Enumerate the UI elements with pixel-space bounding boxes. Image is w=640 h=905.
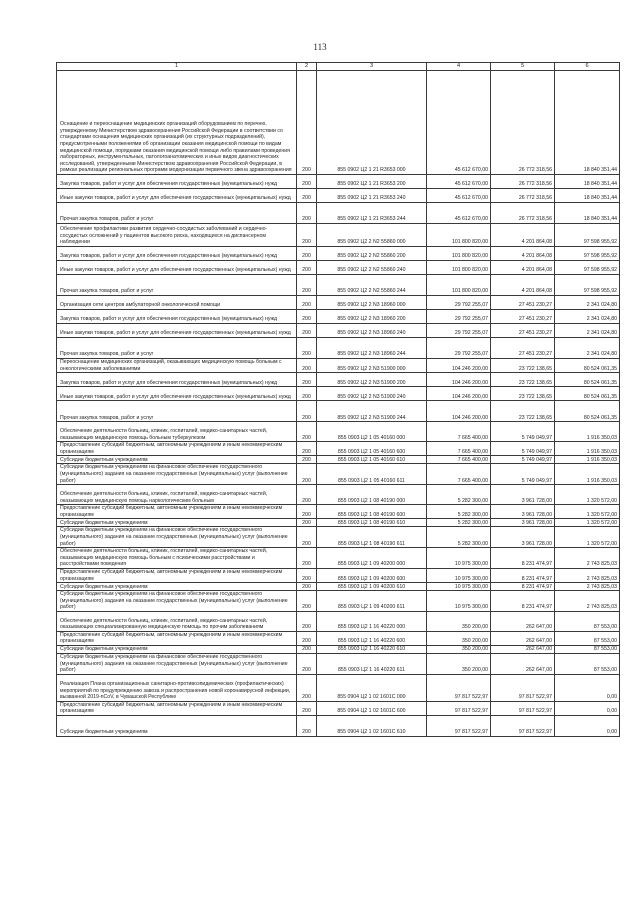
row-executed-cell: 5 749 049,97 xyxy=(491,422,555,442)
row-remaining-cell: 2 743 825,03 xyxy=(555,568,620,582)
row-code-200-cell: 200 xyxy=(297,631,317,645)
page-number: 113 xyxy=(313,42,327,52)
table-row xyxy=(57,261,620,275)
row-name-cell: Оснащение и переоснащение медицинских организаций оборудованием по перечню, утвержденному Министерством здравоохранения Российской Федерации в соответствии со стандартами оснащения медицинских организаций (их структурных подразделений), предусмотренными положениями об организации оказания медицинской помощи по видам медицинской помощи, порядками оказания медицинской помощи либо правилами проведения лабораторных, инструментальных, патологоанатомических и иных видов диагностических исследований, утвержденными Министерством здравоохранения Российской Федерации, в рамках реализации региональных программ модернизации первичного звена здравоохранения xyxy=(57,71,297,175)
row-remaining-cell: 1 320 572,00 xyxy=(555,485,620,505)
row-approved-cell: 10 975 300,00 xyxy=(427,568,491,582)
row-budget-code-cell: 855 0902 Ц2 2 N2 55860 244 xyxy=(317,275,427,296)
row-executed-cell: 23 722 138,65 xyxy=(491,401,555,422)
budget-table-body xyxy=(57,63,620,737)
row-executed-cell: 97 817 522,97 xyxy=(491,674,555,701)
row-name-cell: Предоставление субсидий бюджетным, автономным учреждениям и иным некоммерческим организациям xyxy=(57,442,297,456)
row-approved-cell: 7 665 400,00 xyxy=(427,442,491,456)
table-row xyxy=(57,359,620,373)
row-executed-cell: 262 647,00 xyxy=(491,654,555,675)
row-remaining-cell: 80 524 061,35 xyxy=(555,373,620,387)
row-remaining-cell: 18 840 351,44 xyxy=(555,71,620,175)
table-row xyxy=(57,189,620,203)
table-row xyxy=(57,548,620,569)
row-code-200-cell: 200 xyxy=(297,519,317,527)
row-remaining-cell: 0,00 xyxy=(555,716,620,737)
row-budget-code-cell: 855 0902 Ц2 1 21 R3653 000 xyxy=(317,71,427,175)
row-approved-cell: 29 792 255,07 xyxy=(427,338,491,359)
row-remaining-cell: 87 553,00 xyxy=(555,611,620,631)
row-approved-cell: 7 665 400,00 xyxy=(427,456,491,464)
row-remaining-cell: 2 341 024,80 xyxy=(555,338,620,359)
row-executed-cell: 3 961 728,00 xyxy=(491,505,555,519)
table-row xyxy=(57,631,620,645)
row-name-cell: Прочая закупка товаров, работ и услуг xyxy=(57,338,297,359)
row-approved-cell: 5 282 300,00 xyxy=(427,527,491,548)
row-code-200-cell: 200 xyxy=(297,611,317,631)
row-approved-cell: 101 800 820,00 xyxy=(427,247,491,261)
row-budget-code-cell: 855 0903 Ц2 1 05 40160 610 xyxy=(317,456,427,464)
row-approved-cell: 350 200,00 xyxy=(427,631,491,645)
row-name-cell: Субсидии бюджетным учреждениям xyxy=(57,456,297,464)
table-row xyxy=(57,203,620,224)
row-budget-code-cell: 855 0903 Ц2 1 08 40190 600 xyxy=(317,505,427,519)
row-budget-code-cell: 855 0903 Ц2 1 05 40160 611 xyxy=(317,464,427,485)
row-code-200-cell: 200 xyxy=(297,422,317,442)
row-budget-code-cell: 855 0903 Ц2 1 16 40220 000 xyxy=(317,611,427,631)
row-approved-cell: 29 792 255,07 xyxy=(427,310,491,324)
row-name-cell: Обеспечение деятельности больниц, клиник, госпиталей, медико-санитарных частей, оказывающих медицинскую помощь больным с психическими расстройствами и расстройствами поведения xyxy=(57,548,297,569)
row-executed-cell: 5 749 049,97 xyxy=(491,456,555,464)
row-remaining-cell: 97 598 955,92 xyxy=(555,261,620,275)
row-code-200-cell: 200 xyxy=(297,456,317,464)
row-budget-code-cell: 855 0902 Ц2 2 N3 51900 200 xyxy=(317,373,427,387)
row-approved-cell: 10 975 300,00 xyxy=(427,548,491,569)
row-budget-code-cell: 855 0903 Ц2 1 08 40190 610 xyxy=(317,519,427,527)
row-approved-cell: 5 282 300,00 xyxy=(427,519,491,527)
table-row xyxy=(57,401,620,422)
row-name-cell: Реализация Плана организационных санитарно-противоэпидемических (профилактических) мероприятий по предупреждению завоза и распространения новой коронавирусной инфекции, вызванной 2019-nCoV, в Чувашской Республике xyxy=(57,674,297,701)
row-budget-code-cell: 855 0902 Ц2 2 N3 51900 244 xyxy=(317,401,427,422)
row-remaining-cell: 1 916 350,03 xyxy=(555,456,620,464)
row-name-cell: Субсидии бюджетным учреждениям на финансовое обеспечение государственного (муниципального) задания на оказание государственных (муниципальных) услуг (выполнение работ) xyxy=(57,591,297,612)
row-name-cell: Закупка товаров, работ и услуг для обеспечения государственных (муниципальных) нужд xyxy=(57,175,297,189)
row-approved-cell: 101 800 820,00 xyxy=(427,224,491,247)
row-budget-code-cell: 855 0903 Ц2 1 09 40200 000 xyxy=(317,548,427,569)
row-remaining-cell: 2 341 024,80 xyxy=(555,324,620,338)
row-executed-cell: 5 749 049,97 xyxy=(491,442,555,456)
row-name-cell: Иные закупки товаров, работ и услуг для обеспечения государственных (муниципальных) нужд xyxy=(57,324,297,338)
row-budget-code-cell: 855 0902 Ц2 2 N3 51900 240 xyxy=(317,387,427,401)
row-approved-cell: 45 612 670,00 xyxy=(427,71,491,175)
row-code-200-cell: 200 xyxy=(297,261,317,275)
row-executed-cell: 97 817 522,97 xyxy=(491,716,555,737)
row-approved-cell: 97 817 522,97 xyxy=(427,716,491,737)
row-code-200-cell: 200 xyxy=(297,583,317,591)
table-row xyxy=(57,387,620,401)
row-approved-cell: 104 246 200,00 xyxy=(427,401,491,422)
row-code-200-cell: 200 xyxy=(297,548,317,569)
row-budget-code-cell: 855 0904 Ц2 1 02 1601С 610 xyxy=(317,716,427,737)
row-budget-code-cell: 855 0904 Ц2 1 02 1601С 000 xyxy=(317,674,427,701)
row-budget-code-cell: 855 0902 Ц2 2 N3 18960 200 xyxy=(317,310,427,324)
row-approved-cell: 104 246 200,00 xyxy=(427,373,491,387)
row-remaining-cell: 80 524 061,35 xyxy=(555,401,620,422)
row-name-cell: Закупка товаров, работ и услуг для обеспечения государственных (муниципальных) нужд xyxy=(57,373,297,387)
row-name-cell: Субсидии бюджетным учреждениям xyxy=(57,583,297,591)
row-code-200-cell: 200 xyxy=(297,175,317,189)
row-code-200-cell: 200 xyxy=(297,203,317,224)
row-approved-cell: 29 792 255,07 xyxy=(427,324,491,338)
row-approved-cell: 5 282 300,00 xyxy=(427,505,491,519)
row-executed-cell: 262 647,00 xyxy=(491,611,555,631)
row-approved-cell: 45 612 670,00 xyxy=(427,175,491,189)
row-code-200-cell: 200 xyxy=(297,373,317,387)
row-name-cell: Предоставление субсидий бюджетным, автономным учреждениям и иным некоммерческим организациям xyxy=(57,701,297,715)
row-remaining-cell: 80 524 061,35 xyxy=(555,387,620,401)
row-name-cell: Прочая закупка товаров, работ и услуг xyxy=(57,203,297,224)
row-name-cell: Субсидии бюджетным учреждениям xyxy=(57,519,297,527)
row-approved-cell: 350 200,00 xyxy=(427,646,491,654)
column-number-row xyxy=(57,63,620,71)
row-budget-code-cell: 855 0903 Ц2 1 08 40190 000 xyxy=(317,485,427,505)
table-row xyxy=(57,324,620,338)
row-code-200-cell: 200 xyxy=(297,591,317,612)
row-code-200-cell: 200 xyxy=(297,71,317,175)
row-budget-code-cell: 855 0903 Ц2 1 16 40220 610 xyxy=(317,646,427,654)
row-name-cell: Обеспечение профилактики развития сердечно-сосудистых заболеваний и сердечно-сосудистых осложнений у пациентов высокого риска, находящихся на диспансерном наблюдении xyxy=(57,224,297,247)
row-remaining-cell: 1 916 350,03 xyxy=(555,464,620,485)
row-name-cell: Иные закупки товаров, работ и услуг для обеспечения государственных (муниципальных) нужд xyxy=(57,189,297,203)
table-row xyxy=(57,485,620,505)
row-executed-cell: 23 722 138,65 xyxy=(491,359,555,373)
row-executed-cell: 8 231 474,97 xyxy=(491,548,555,569)
row-remaining-cell: 97 598 955,92 xyxy=(555,275,620,296)
row-executed-cell: 8 231 474,97 xyxy=(491,583,555,591)
row-approved-cell: 45 612 670,00 xyxy=(427,189,491,203)
row-remaining-cell: 97 598 955,92 xyxy=(555,224,620,247)
row-executed-cell: 4 201 864,08 xyxy=(491,261,555,275)
row-budget-code-cell: 855 0903 Ц2 1 05 40160 600 xyxy=(317,442,427,456)
row-name-cell: Прочая закупка товаров, работ и услуг xyxy=(57,401,297,422)
row-remaining-cell: 2 341 024,80 xyxy=(555,296,620,310)
row-name-cell: Иные закупки товаров, работ и услуг для обеспечения государственных (муниципальных) нужд xyxy=(57,261,297,275)
row-approved-cell: 350 200,00 xyxy=(427,611,491,631)
table-row xyxy=(57,611,620,631)
table-row xyxy=(57,505,620,519)
table-row xyxy=(57,591,620,612)
table-row xyxy=(57,583,620,591)
column-header-5: 5 xyxy=(491,63,555,71)
row-executed-cell: 23 722 138,65 xyxy=(491,387,555,401)
row-code-200-cell: 200 xyxy=(297,654,317,675)
row-remaining-cell: 2 743 825,03 xyxy=(555,548,620,569)
row-name-cell: Закупка товаров, работ и услуг для обеспечения государственных (муниципальных) нужд xyxy=(57,310,297,324)
row-approved-cell: 97 817 522,97 xyxy=(427,701,491,715)
column-header-1: 1 xyxy=(57,63,297,71)
row-approved-cell: 7 665 400,00 xyxy=(427,422,491,442)
row-budget-code-cell: 855 0902 Ц2 2 N3 18960 244 xyxy=(317,338,427,359)
table-row xyxy=(57,224,620,247)
row-remaining-cell: 18 840 351,44 xyxy=(555,189,620,203)
row-remaining-cell: 80 524 061,35 xyxy=(555,359,620,373)
table-row xyxy=(57,175,620,189)
row-code-200-cell: 200 xyxy=(297,442,317,456)
row-code-200-cell: 200 xyxy=(297,310,317,324)
table-row xyxy=(57,519,620,527)
table-row xyxy=(57,71,620,175)
row-name-cell: Субсидии бюджетным учреждениям xyxy=(57,646,297,654)
column-header-3: 3 xyxy=(317,63,427,71)
row-code-200-cell: 200 xyxy=(297,338,317,359)
row-approved-cell: 104 246 200,00 xyxy=(427,387,491,401)
table-row xyxy=(57,456,620,464)
row-executed-cell: 3 961 728,00 xyxy=(491,519,555,527)
row-code-200-cell: 200 xyxy=(297,275,317,296)
table-row xyxy=(57,464,620,485)
row-name-cell: Прочая закупка товаров, работ и услуг xyxy=(57,275,297,296)
row-executed-cell: 26 772 318,56 xyxy=(491,203,555,224)
column-header-6: 6 xyxy=(555,63,620,71)
row-code-200-cell: 200 xyxy=(297,505,317,519)
row-code-200-cell: 200 xyxy=(297,701,317,715)
row-executed-cell: 27 451 230,27 xyxy=(491,338,555,359)
row-name-cell: Обеспечение деятельности больниц, клиник, госпиталей, медико-санитарных частей, оказывающих специализированную медицинскую помощь по прочим заболеваниям xyxy=(57,611,297,631)
row-name-cell: Обеспечение деятельности больниц, клиник, госпиталей, медико-санитарных частей, оказывающих медицинскую помощь наркологическим больным xyxy=(57,485,297,505)
row-executed-cell: 27 451 230,27 xyxy=(491,310,555,324)
row-remaining-cell: 87 553,00 xyxy=(555,631,620,645)
table-row xyxy=(57,338,620,359)
row-approved-cell: 97 817 522,97 xyxy=(427,674,491,701)
row-budget-code-cell: 855 0902 Ц2 2 N2 55860 240 xyxy=(317,261,427,275)
row-code-200-cell: 200 xyxy=(297,401,317,422)
row-code-200-cell: 200 xyxy=(297,464,317,485)
table-row xyxy=(57,247,620,261)
row-name-cell: Иные закупки товаров, работ и услуг для обеспечения государственных (муниципальных) нужд xyxy=(57,387,297,401)
row-name-cell: Организация сети центров амбулаторной онкологической помощи xyxy=(57,296,297,310)
row-approved-cell: 7 665 400,00 xyxy=(427,464,491,485)
row-executed-cell: 97 817 522,97 xyxy=(491,701,555,715)
row-executed-cell: 23 722 138,65 xyxy=(491,373,555,387)
row-budget-code-cell: 855 0902 Ц2 2 N3 18960 240 xyxy=(317,324,427,338)
row-remaining-cell: 1 320 572,00 xyxy=(555,519,620,527)
row-budget-code-cell: 855 0902 Ц2 1 21 R3653 244 xyxy=(317,203,427,224)
row-executed-cell: 27 451 230,27 xyxy=(491,324,555,338)
row-name-cell: Предоставление субсидий бюджетным, автономным учреждениям и иным некоммерческим организациям xyxy=(57,505,297,519)
table-row xyxy=(57,646,620,654)
row-executed-cell: 4 201 864,08 xyxy=(491,224,555,247)
row-name-cell: Предоставление субсидий бюджетным, автономным учреждениям и иным некоммерческим организациям xyxy=(57,568,297,582)
column-header-2: 2 xyxy=(297,63,317,71)
table-row xyxy=(57,296,620,310)
row-approved-cell: 101 800 820,00 xyxy=(427,275,491,296)
row-budget-code-cell: 855 0903 Ц2 1 09 40200 600 xyxy=(317,568,427,582)
table-row xyxy=(57,674,620,701)
row-approved-cell: 29 792 255,07 xyxy=(427,296,491,310)
row-code-200-cell: 200 xyxy=(297,527,317,548)
row-budget-code-cell: 855 0902 Ц2 1 21 R3653 200 xyxy=(317,175,427,189)
row-name-cell: Субсидии бюджетным учреждениям на финансовое обеспечение государственного (муниципального) задания на оказание государственных (муниципальных) услуг (выполнение работ) xyxy=(57,527,297,548)
row-name-cell: Закупка товаров, работ и услуг для обеспечения государственных (муниципальных) нужд xyxy=(57,247,297,261)
table-row xyxy=(57,527,620,548)
table-row xyxy=(57,422,620,442)
row-code-200-cell: 200 xyxy=(297,296,317,310)
table-row xyxy=(57,654,620,675)
row-executed-cell: 26 772 318,56 xyxy=(491,175,555,189)
row-approved-cell: 10 975 300,00 xyxy=(427,591,491,612)
table-row xyxy=(57,701,620,715)
row-budget-code-cell: 855 0902 Ц2 2 N2 55860 200 xyxy=(317,247,427,261)
row-executed-cell: 3 961 728,00 xyxy=(491,527,555,548)
row-executed-cell: 8 231 474,97 xyxy=(491,568,555,582)
row-remaining-cell: 87 553,00 xyxy=(555,646,620,654)
table-row xyxy=(57,373,620,387)
row-name-cell: Предоставление субсидий бюджетным, автономным учреждениям и иным некоммерческим организациям xyxy=(57,631,297,645)
row-remaining-cell: 97 598 955,92 xyxy=(555,247,620,261)
table-row xyxy=(57,310,620,324)
row-executed-cell: 3 961 728,00 xyxy=(491,485,555,505)
row-code-200-cell: 200 xyxy=(297,387,317,401)
row-budget-code-cell: 855 0902 Ц2 2 N2 55860 000 xyxy=(317,224,427,247)
table-row xyxy=(57,442,620,456)
row-budget-code-cell: 855 0903 Ц2 1 09 40200 610 xyxy=(317,583,427,591)
row-code-200-cell: 200 xyxy=(297,568,317,582)
row-approved-cell: 101 800 820,00 xyxy=(427,261,491,275)
row-remaining-cell: 18 840 351,44 xyxy=(555,203,620,224)
row-executed-cell: 26 772 318,56 xyxy=(491,71,555,175)
row-code-200-cell: 200 xyxy=(297,224,317,247)
row-code-200-cell: 200 xyxy=(297,359,317,373)
row-code-200-cell: 200 xyxy=(297,324,317,338)
row-code-200-cell: 200 xyxy=(297,189,317,203)
row-name-cell: Обеспечение деятельности больниц, клиник, госпиталей, медико-санитарных частей, оказывающих медицинскую помощь больным туберкулезом xyxy=(57,422,297,442)
row-budget-code-cell: 855 0903 Ц2 1 08 40190 611 xyxy=(317,527,427,548)
budget-table xyxy=(56,62,620,737)
row-code-200-cell: 200 xyxy=(297,674,317,701)
row-budget-code-cell: 855 0903 Ц2 1 05 40160 000 xyxy=(317,422,427,442)
table-row xyxy=(57,716,620,737)
row-code-200-cell: 200 xyxy=(297,646,317,654)
row-remaining-cell: 1 916 350,03 xyxy=(555,442,620,456)
row-remaining-cell: 1 320 572,00 xyxy=(555,527,620,548)
row-budget-code-cell: 855 0902 Ц2 2 N3 18960 000 xyxy=(317,296,427,310)
row-code-200-cell: 200 xyxy=(297,247,317,261)
row-executed-cell: 4 201 864,08 xyxy=(491,275,555,296)
row-executed-cell: 4 201 864,08 xyxy=(491,247,555,261)
table-row xyxy=(57,275,620,296)
table-row xyxy=(57,568,620,582)
row-code-200-cell: 200 xyxy=(297,485,317,505)
row-executed-cell: 26 772 318,56 xyxy=(491,189,555,203)
row-budget-code-cell: 855 0903 Ц2 1 16 40220 600 xyxy=(317,631,427,645)
row-remaining-cell: 2 341 024,80 xyxy=(555,310,620,324)
row-remaining-cell: 1 916 350,03 xyxy=(555,422,620,442)
row-name-cell: Субсидии бюджетным учреждениям на финансовое обеспечение государственного (муниципального) задания на оказание государственных (муниципальных) услуг (выполнение работ) xyxy=(57,464,297,485)
row-remaining-cell: 2 743 825,03 xyxy=(555,583,620,591)
row-executed-cell: 262 647,00 xyxy=(491,646,555,654)
row-budget-code-cell: 855 0903 Ц2 1 16 40220 611 xyxy=(317,654,427,675)
row-remaining-cell: 2 743 825,03 xyxy=(555,591,620,612)
row-code-200-cell: 200 xyxy=(297,716,317,737)
row-name-cell: Субсидии бюджетным учреждениям на финансовое обеспечение государственного (муниципального) задания на оказание государственных (муниципальных) услуг (выполнение работ) xyxy=(57,654,297,675)
row-name-cell: Субсидии бюджетным учреждениям xyxy=(57,716,297,737)
row-executed-cell: 8 231 474,97 xyxy=(491,591,555,612)
row-budget-code-cell: 855 0903 Ц2 1 09 40200 611 xyxy=(317,591,427,612)
row-executed-cell: 262 647,00 xyxy=(491,631,555,645)
row-remaining-cell: 0,00 xyxy=(555,674,620,701)
row-budget-code-cell: 855 0904 Ц2 1 02 1601С 600 xyxy=(317,701,427,715)
row-approved-cell: 5 282 300,00 xyxy=(427,485,491,505)
row-approved-cell: 350 200,00 xyxy=(427,654,491,675)
row-budget-code-cell: 855 0902 Ц2 2 N3 51900 000 xyxy=(317,359,427,373)
row-approved-cell: 104 246 200,00 xyxy=(427,359,491,373)
column-header-4: 4 xyxy=(427,63,491,71)
row-approved-cell: 10 975 300,00 xyxy=(427,583,491,591)
row-remaining-cell: 1 320 572,00 xyxy=(555,505,620,519)
row-name-cell: Переоснащение медицинских организаций, оказывающих медицинскую помощь больным с онкологическими заболеваниями xyxy=(57,359,297,373)
row-remaining-cell: 18 840 351,44 xyxy=(555,175,620,189)
row-approved-cell: 45 612 670,00 xyxy=(427,203,491,224)
row-budget-code-cell: 855 0902 Ц2 1 21 R3653 240 xyxy=(317,189,427,203)
row-executed-cell: 27 451 230,27 xyxy=(491,296,555,310)
row-executed-cell: 5 749 049,97 xyxy=(491,464,555,485)
row-remaining-cell: 0,00 xyxy=(555,701,620,715)
row-remaining-cell: 87 553,00 xyxy=(555,654,620,675)
